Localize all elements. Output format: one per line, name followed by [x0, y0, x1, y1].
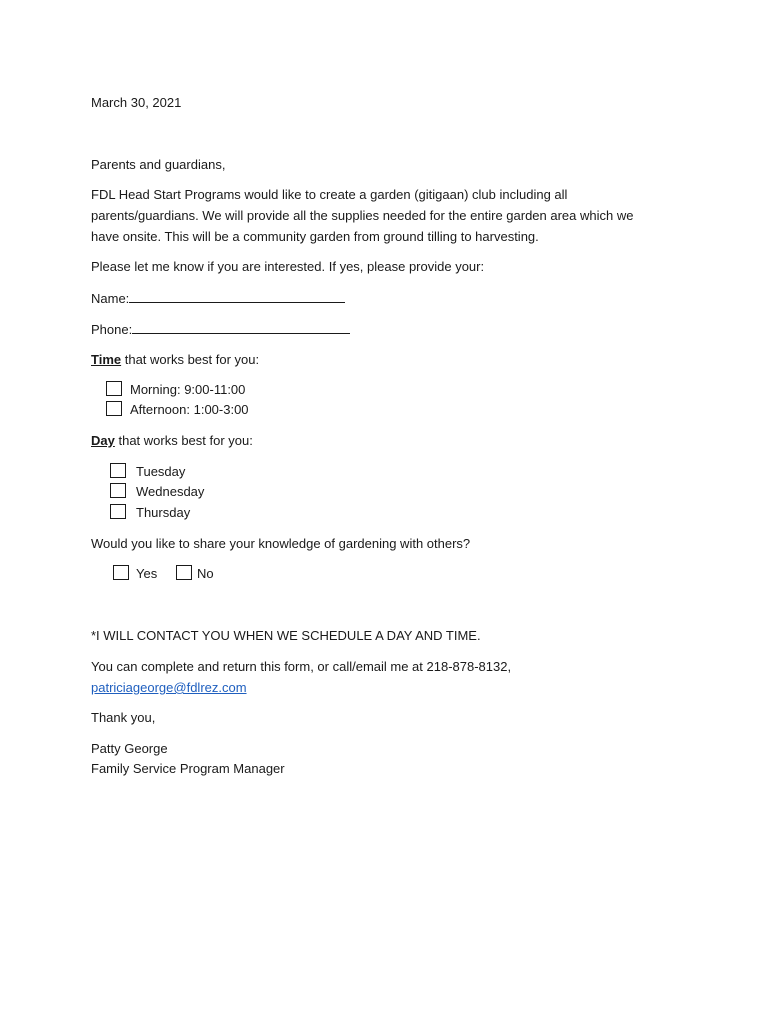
- yes-option-label: Yes: [136, 566, 158, 581]
- phone-blank-line[interactable]: [132, 321, 350, 334]
- afternoon-checkbox[interactable]: [106, 401, 122, 416]
- time-heading-rest: that works best for you:: [121, 352, 260, 367]
- name-blank-line[interactable]: [129, 290, 345, 303]
- return-instructions: You can complete and return this form, or call/email me at 218-878-8132,: [91, 659, 512, 674]
- letter-date: March 30, 2021: [91, 95, 182, 110]
- time-keyword: Time: [91, 352, 122, 367]
- afternoon-option-label: Afternoon: 1:00-3:00: [130, 402, 249, 417]
- request-text: Please let me know if you are interested. If yes, please provide your:: [91, 259, 485, 274]
- name-label: Name:: [91, 291, 130, 306]
- salutation: Parents and guardians,: [91, 157, 226, 172]
- intro-line-3: have onsite. This will be a community garden from ground tilling to harvesting.: [91, 229, 539, 244]
- intro-line-1: FDL Head Start Programs would like to create a garden (gitigaan) club including all: [91, 187, 568, 202]
- contact-note: *I WILL CONTACT YOU WHEN WE SCHEDULE A DAY AND TIME.: [91, 628, 481, 643]
- day-heading-rest: that works best for you:: [114, 433, 253, 448]
- thursday-option-label: Thursday: [136, 505, 191, 520]
- phone-label: Phone:: [91, 322, 133, 337]
- wednesday-option-label: Wednesday: [136, 484, 205, 499]
- no-checkbox[interactable]: [176, 565, 192, 580]
- tuesday-option-label: Tuesday: [136, 464, 186, 479]
- signature-title: Family Service Program Manager: [91, 761, 285, 776]
- closing: Thank you,: [91, 710, 156, 725]
- yes-checkbox[interactable]: [113, 565, 129, 580]
- name-field[interactable]: [91, 290, 345, 307]
- share-question: Would you like to share your knowledge of gardening with others?: [91, 536, 471, 551]
- tuesday-checkbox[interactable]: [110, 463, 126, 478]
- time-heading: [91, 352, 259, 368]
- phone-field[interactable]: [91, 321, 350, 338]
- morning-option-label: Morning: 9:00-11:00: [130, 382, 246, 397]
- day-heading: [91, 433, 253, 449]
- day-keyword: Day: [91, 433, 115, 448]
- email-link[interactable]: patriciageorge@fdlrez.com: [91, 680, 247, 695]
- intro-line-2: parents/guardians. We will provide all the supplies needed for the entire garden area which we: [91, 208, 634, 223]
- signature-name: Patty George: [91, 741, 168, 756]
- wednesday-checkbox[interactable]: [110, 483, 126, 498]
- no-option-label: No: [197, 566, 214, 581]
- thursday-checkbox[interactable]: [110, 504, 126, 519]
- morning-checkbox[interactable]: [106, 381, 122, 396]
